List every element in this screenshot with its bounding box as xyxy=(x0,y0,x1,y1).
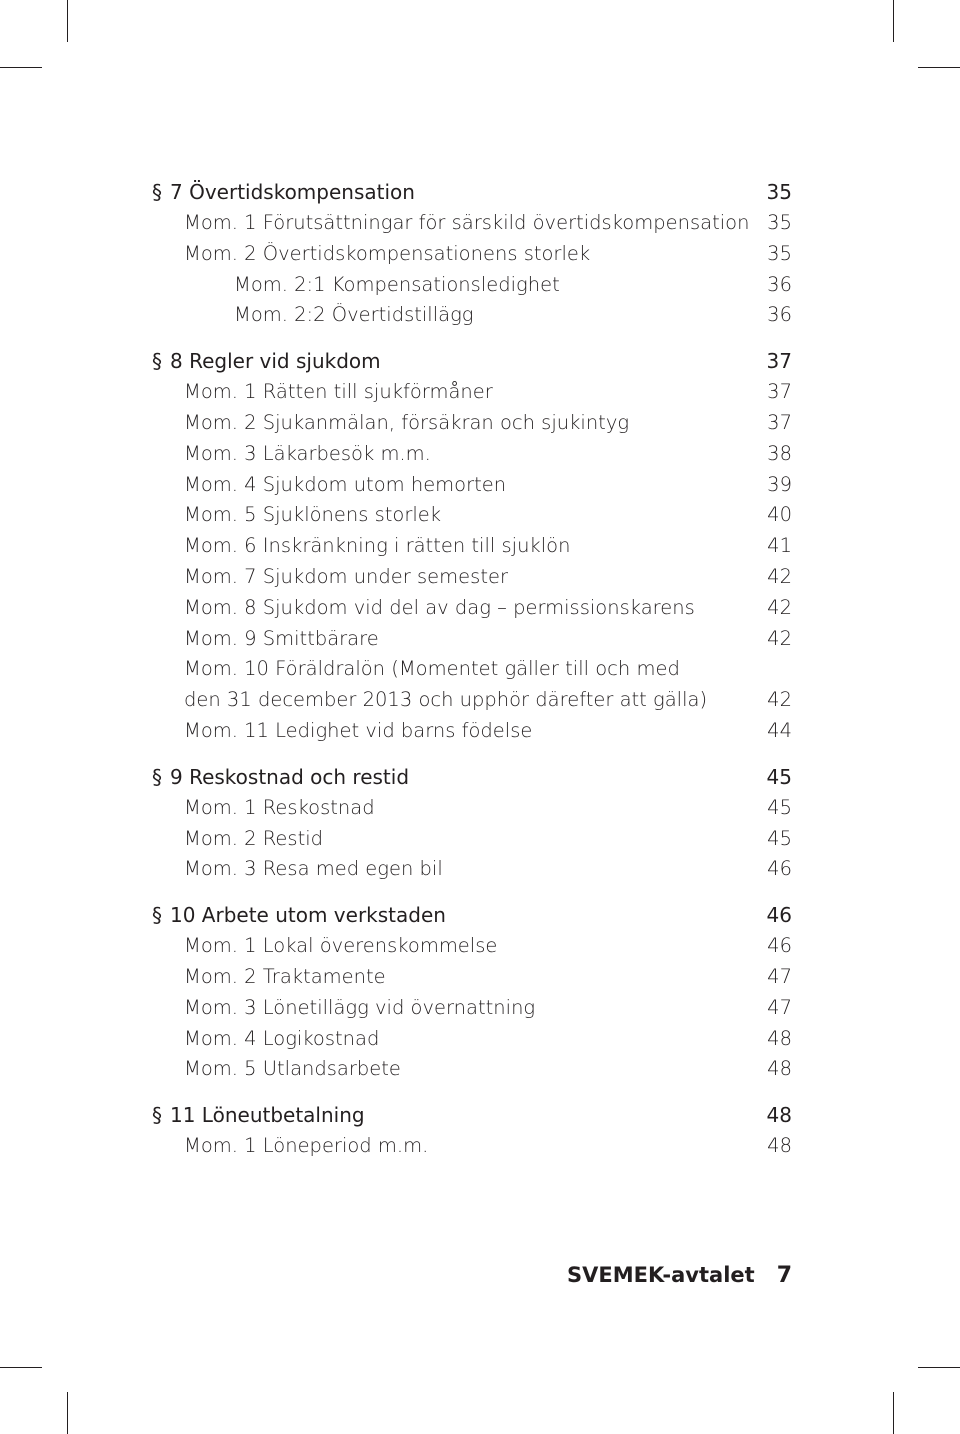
toc-section xyxy=(152,1099,792,1162)
toc-heading[interactable] xyxy=(152,1099,792,1131)
toc-entry-title: Mom. 3 Lönetillägg vid övernattning xyxy=(184,995,536,1019)
toc-entry[interactable] xyxy=(152,439,792,470)
toc-entry[interactable] xyxy=(152,793,792,824)
toc-entry[interactable] xyxy=(152,824,792,855)
toc-entry-title: Mom. 3 Resa med egen bil xyxy=(184,857,443,881)
toc-heading[interactable] xyxy=(152,176,792,208)
crop-mark-top-left xyxy=(67,0,68,42)
crop-mark-bottom-left xyxy=(67,1392,68,1434)
toc-entry-title: Mom. 2:2 Övertidstillägg xyxy=(234,303,474,327)
section-sign-icon: § xyxy=(152,764,162,789)
toc-entry-title: Mom. 2 Traktamente xyxy=(184,964,386,988)
toc-entry-title: Mom. 7 Sjukdom under semester xyxy=(184,564,508,588)
toc-entry-title: Mom. 3 Läkarbesök m.m. xyxy=(184,441,431,465)
toc-heading-text: 10 Arbete utom verkstaden xyxy=(170,903,446,928)
toc-entry-title: Mom. 2 Restid xyxy=(184,826,324,850)
toc-entry[interactable] xyxy=(152,962,792,993)
toc-entry[interactable] xyxy=(152,208,792,239)
toc-page-number: 42 xyxy=(767,564,792,588)
toc-entry-title: Mom. 1 Reskostnad xyxy=(184,795,375,819)
toc-page-number: 47 xyxy=(767,995,792,1019)
toc-heading-title xyxy=(152,345,381,377)
crop-mark-bottom-right xyxy=(893,1392,894,1434)
toc-heading-title xyxy=(152,899,446,931)
toc-heading-text: 9 Reskostnad och restid xyxy=(170,764,410,789)
toc-entry-title: Mom. 10 Föräldralön (Momentet gäller till och med xyxy=(184,657,680,681)
toc-heading[interactable] xyxy=(152,345,792,377)
toc-entry[interactable] xyxy=(152,593,792,624)
toc-page-number: 42 xyxy=(767,595,792,619)
toc-page-number: 41 xyxy=(767,534,792,558)
toc-entry-title: Mom. 9 Smittbärare xyxy=(184,626,379,650)
page-footer xyxy=(560,1263,792,1288)
toc-entry[interactable] xyxy=(152,562,792,593)
toc-heading-text: 8 Regler vid sjukdom xyxy=(170,349,381,374)
toc-page-number: 40 xyxy=(767,503,792,527)
toc-entry[interactable] xyxy=(152,300,792,331)
toc-entry[interactable] xyxy=(152,931,792,962)
toc-entry[interactable] xyxy=(152,716,792,747)
toc-page-number: 35 xyxy=(766,180,792,204)
toc-page-number: 35 xyxy=(767,241,792,265)
table-of-contents xyxy=(152,176,792,1176)
toc-entry[interactable] xyxy=(152,239,792,270)
toc-page-number: 46 xyxy=(767,857,792,881)
toc-entry-title: Mom. 4 Sjukdom utom hemorten xyxy=(184,472,507,496)
toc-entry[interactable] xyxy=(152,685,792,716)
toc-entry[interactable] xyxy=(152,624,792,655)
toc-heading-title xyxy=(152,176,415,208)
toc-entry-title: Mom. 2 Sjukanmälan, försäkran och sjukintyg xyxy=(184,410,630,434)
crop-mark-bottom-left xyxy=(0,1367,42,1368)
toc-entry[interactable] xyxy=(152,993,792,1024)
toc-entry[interactable] xyxy=(152,500,792,531)
toc-entry[interactable] xyxy=(152,854,792,885)
toc-page-number: 48 xyxy=(767,1134,792,1158)
toc-entry-title: Mom. 5 Sjuklönens storlek xyxy=(184,503,442,527)
toc-entry-title: Mom. 2:1 Kompensationsledighet xyxy=(234,272,560,296)
toc-entry-title: Mom. 2 Övertidskompensationens storlek xyxy=(184,241,591,265)
toc-entry[interactable] xyxy=(152,1131,792,1162)
toc-page-number: 42 xyxy=(767,688,792,712)
toc-page-number: 38 xyxy=(767,441,792,465)
toc-entry[interactable] xyxy=(152,531,792,562)
toc-entry[interactable] xyxy=(152,1024,792,1055)
publication-title: SVEMEK-avtalet xyxy=(567,1263,755,1287)
toc-page-number: 44 xyxy=(767,718,792,742)
toc-page-number: 37 xyxy=(766,349,792,374)
section-sign-icon: § xyxy=(152,180,162,204)
toc-entry-title: Mom. 1 Löneperiod m.m. xyxy=(184,1134,429,1158)
toc-section xyxy=(152,176,792,331)
toc-entry-title: Mom. 1 Förutsättningar för särskild övertidskompensation xyxy=(184,211,750,234)
toc-page-number: 36 xyxy=(767,303,792,327)
toc-page-number: 48 xyxy=(767,1026,792,1050)
crop-mark-top-left xyxy=(0,67,42,68)
toc-page-number: 46 xyxy=(766,903,792,928)
toc-page-number: 48 xyxy=(767,1057,792,1081)
toc-page-number: 45 xyxy=(767,795,792,819)
toc-heading-text: 11 Löneutbetalning xyxy=(170,1103,365,1128)
page-number: 7 xyxy=(776,1263,792,1288)
toc-page-number: 48 xyxy=(766,1103,792,1128)
toc-section xyxy=(152,899,792,1085)
section-sign-icon: § xyxy=(152,349,162,374)
crop-mark-top-right xyxy=(893,0,894,42)
toc-entry[interactable] xyxy=(152,654,792,685)
toc-heading[interactable] xyxy=(152,899,792,931)
toc-entry[interactable] xyxy=(152,270,792,301)
toc-entry[interactable] xyxy=(152,408,792,439)
toc-entry[interactable] xyxy=(152,470,792,501)
toc-entry-title: Mom. 5 Utlandsarbete xyxy=(184,1057,401,1081)
toc-entry-title: Mom. 4 Logikostnad xyxy=(184,1026,380,1050)
toc-entry[interactable] xyxy=(152,377,792,408)
section-sign-icon: § xyxy=(152,903,162,928)
toc-heading-title xyxy=(152,761,409,793)
toc-section xyxy=(152,345,792,747)
toc-entry[interactable] xyxy=(152,1054,792,1085)
toc-entry-title: Mom. 1 Lokal överenskommelse xyxy=(184,934,498,958)
toc-page-number: 36 xyxy=(767,272,792,296)
toc-entry-title: Mom. 11 Ledighet vid barns födelse xyxy=(184,718,533,742)
toc-entry-title: Mom. 8 Sjukdom vid del av dag – permissionskarens xyxy=(184,595,695,619)
toc-entry-title: Mom. 6 Inskränkning i rätten till sjuklön xyxy=(184,534,571,558)
crop-mark-top-right xyxy=(918,67,960,68)
section-sign-icon: § xyxy=(152,1103,162,1128)
crop-mark-bottom-right xyxy=(918,1367,960,1368)
toc-page-number: 37 xyxy=(767,410,792,434)
toc-page-number: 35 xyxy=(767,211,792,234)
toc-page-number: 45 xyxy=(767,826,792,850)
toc-section xyxy=(152,761,792,885)
toc-page-number: 47 xyxy=(767,964,792,988)
toc-entry-title: Mom. 1 Rätten till sjukförmåner xyxy=(184,380,493,404)
toc-page-number: 37 xyxy=(767,380,792,404)
toc-page-number: 39 xyxy=(767,472,792,496)
toc-page-number: 42 xyxy=(767,626,792,650)
toc-page-number: 46 xyxy=(767,934,792,958)
toc-heading-title xyxy=(152,1099,365,1131)
toc-page-number: 45 xyxy=(766,764,792,789)
toc-heading[interactable] xyxy=(152,761,792,793)
toc-entry-title: den 31 december 2013 och upphör därefter att gälla) xyxy=(184,688,708,712)
toc-heading-text: 7 Övertidskompensation xyxy=(170,180,415,204)
